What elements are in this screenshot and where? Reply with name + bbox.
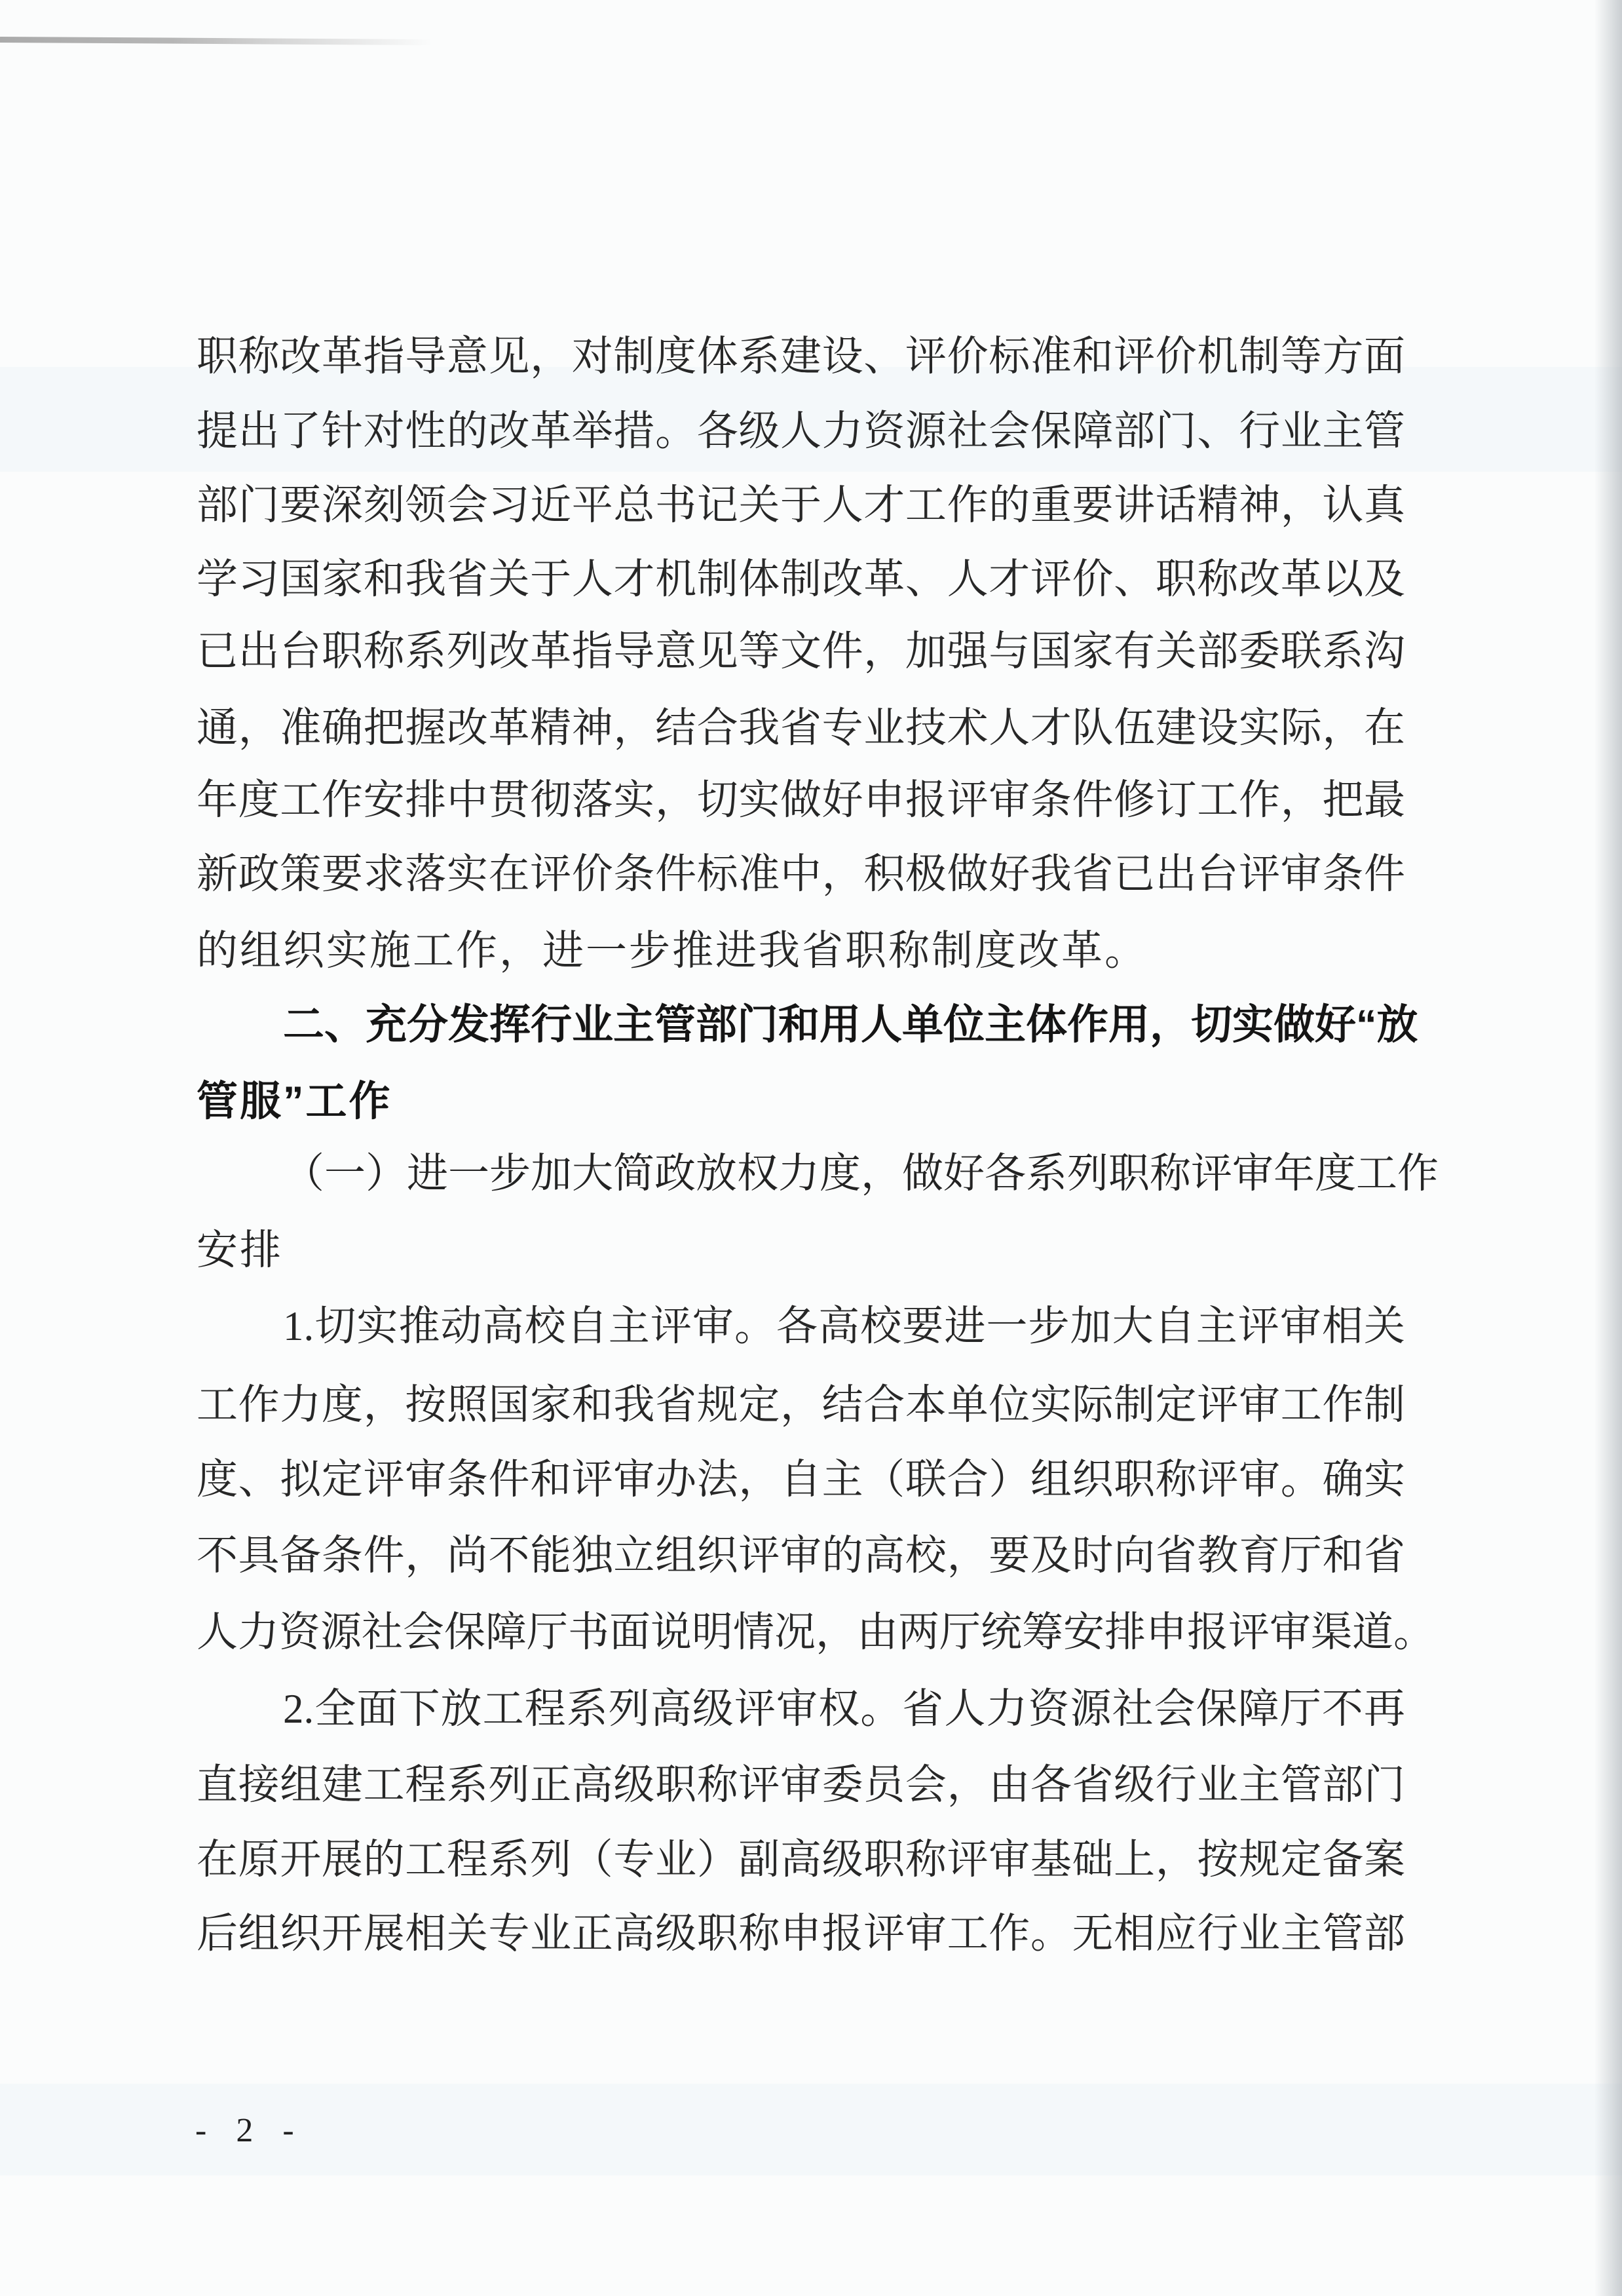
text-line: 直接组建工程系列正高级职称评审委员会，由各省级行业主管部门 bbox=[197, 1762, 1405, 1808]
text-line: 1.切实推动高校自主评审。各高校要进一步加大自主评审相关 bbox=[283, 1303, 1405, 1349]
text-line: 新政策要求落实在评价条件标准中，积极做好我省已出台评审条件 bbox=[197, 851, 1405, 897]
text-line: 2.全面下放工程系列高级评审权。省人力资源社会保障厅不再 bbox=[283, 1686, 1405, 1732]
text-line: 的组织实施工作，进一步推进我省职称制度改革。 bbox=[197, 928, 1148, 974]
subsection-heading-line: （一）进一步加大简政放权力度，做好各系列职称评审年度工作 bbox=[283, 1151, 1439, 1196]
text-line: 学习国家和我省关于人才机制体制改革、人才评价、职称改革以及 bbox=[197, 556, 1405, 602]
subsection-heading-line: 安排 bbox=[197, 1227, 283, 1273]
text-line: 年度工作安排中贯彻落实，切实做好申报评审条件修订工作，把最 bbox=[197, 777, 1405, 823]
text-line: 在原开展的工程系列（专业）副高级职称评审基础上，按规定备案 bbox=[197, 1837, 1405, 1883]
text-line: 部门要深刻领会习近平总书记关于人才工作的重要讲话精神，认真 bbox=[197, 482, 1405, 528]
text-line: 通，准确把握改革精神，结合我省专业技术人才队伍建设实际，在 bbox=[197, 705, 1405, 751]
page-edge-shadow bbox=[1594, 0, 1622, 2296]
text-line: 后组织开展相关专业正高级职称申报评审工作。无相应行业主管部 bbox=[197, 1911, 1405, 1957]
text-line: 度、拟定评审条件和评审办法，自主（联合）组织职称评审。确实 bbox=[197, 1457, 1405, 1502]
section-heading-line: 管服”工作 bbox=[197, 1079, 392, 1124]
section-heading-line: 二、充分发挥行业主管部门和用人单位主体作用，切实做好“放 bbox=[283, 1002, 1418, 1048]
page-number: - 2 - bbox=[195, 2112, 305, 2149]
text-line: 人力资源社会保障厅书面说明情况，由两厅统筹安排申报评审渠道。 bbox=[197, 1609, 1435, 1655]
text-line: 提出了针对性的改革举措。各级人力资源社会保障部门、行业主管 bbox=[197, 408, 1405, 454]
text-line: 已出台职称系列改革指导意见等文件，加强与国家有关部委联系沟 bbox=[197, 628, 1405, 674]
text-line: 工作力度，按照国家和我省规定，结合本单位实际制定评审工作制 bbox=[197, 1382, 1405, 1428]
text-line: 职称改革指导意见，对制度体系建设、评价标准和评价机制等方面 bbox=[197, 334, 1405, 379]
text-line: 不具备条件，尚不能独立组织评审的高校，要及时向省教育厅和省 bbox=[197, 1533, 1405, 1578]
scan-artifact-line bbox=[0, 37, 432, 45]
